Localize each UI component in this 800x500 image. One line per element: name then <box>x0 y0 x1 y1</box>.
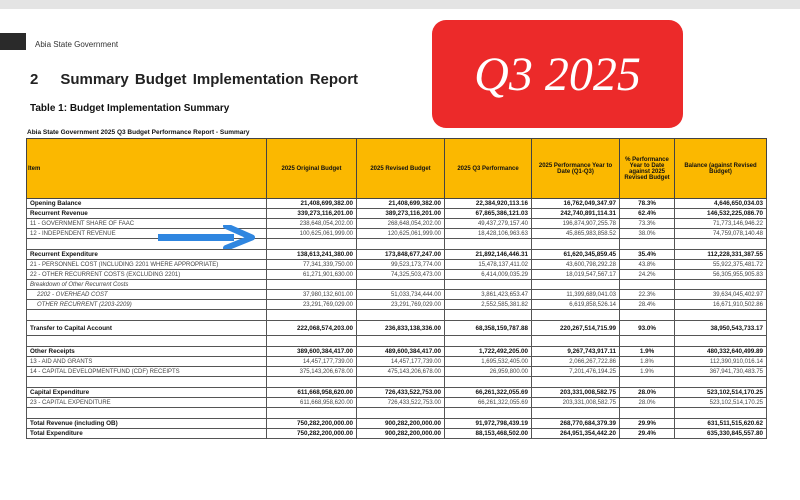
table-row <box>27 388 767 398</box>
table-row <box>27 199 767 209</box>
cell-value: 91,972,798,439.19 <box>445 419 532 429</box>
cell-value <box>445 336 532 347</box>
cell-value: 635,330,845,557.80 <box>675 429 767 439</box>
cell-value: 611,668,958,620.00 <box>267 388 357 398</box>
cell-value: 1,722,492,205.00 <box>445 347 532 357</box>
cell-value: 18,428,106,963.63 <box>445 229 532 239</box>
cell-value <box>620 239 675 250</box>
cell-value <box>445 408 532 419</box>
cell-value: 16,671,910,502.86 <box>675 300 767 310</box>
cell-value <box>675 310 767 321</box>
cell-value: 900,282,200,000.00 <box>357 429 445 439</box>
cell-value: 389,273,116,201.00 <box>357 209 445 219</box>
cell-value <box>620 336 675 347</box>
cell-value: 242,740,891,114.31 <box>532 209 620 219</box>
section-heading <box>30 71 358 88</box>
cell-value: 480,332,640,499.89 <box>675 347 767 357</box>
cell-value: 21,408,699,382.00 <box>357 199 445 209</box>
cell-value: 28.0% <box>620 398 675 408</box>
table-row <box>27 347 767 357</box>
cell-value: 1,695,532,405.00 <box>445 357 532 367</box>
cell-value <box>357 239 445 250</box>
cell-value <box>532 377 620 388</box>
cell-value <box>267 280 357 290</box>
cell-value: 35.4% <box>620 250 675 260</box>
cell-value: 203,331,008,582.75 <box>532 388 620 398</box>
cell-value: 523,102,514,170.25 <box>675 398 767 408</box>
cell-value: 339,273,116,201.00 <box>267 209 357 219</box>
cell-value <box>620 408 675 419</box>
table-row <box>27 367 767 377</box>
cell-value: 138,613,241,380.00 <box>267 250 357 260</box>
cell-value: 112,228,331,387.55 <box>675 250 767 260</box>
cell-value: 900,282,200,000.00 <box>357 419 445 429</box>
cell-value: 489,600,384,417.00 <box>357 347 445 357</box>
cell-value: 22.3% <box>620 290 675 300</box>
row-label: Recurrent Expenditure <box>27 250 267 260</box>
cell-value: 14,457,177,739.00 <box>357 357 445 367</box>
col-header-q3: 2025 Q3 Performance <box>445 139 532 199</box>
row-label: Breakdown of Other Recurrent Costs <box>27 280 267 290</box>
cell-value: 23,291,769,029.00 <box>267 300 357 310</box>
cell-value: 6,619,858,526.14 <box>532 300 620 310</box>
cell-value: 28.4% <box>620 300 675 310</box>
cell-value: 9,267,743,917.11 <box>532 347 620 357</box>
header-block <box>0 33 26 50</box>
row-label: Other Receipts <box>27 347 267 357</box>
cell-value <box>532 408 620 419</box>
cell-value <box>267 408 357 419</box>
cell-value: 146,532,225,086.70 <box>675 209 767 219</box>
cell-value: 100,625,061,999.00 <box>267 229 357 239</box>
cell-value: 203,331,008,582.75 <box>532 398 620 408</box>
cell-value: 37,980,132,601.00 <box>267 290 357 300</box>
row-label <box>27 336 267 347</box>
cell-value: 523,102,514,170.25 <box>675 388 767 398</box>
row-label: OTHER RECURRENT (2203-2209) <box>27 300 267 310</box>
cell-value <box>532 239 620 250</box>
spacer-row <box>27 377 767 388</box>
cell-value: 74,759,078,140.48 <box>675 229 767 239</box>
cell-value <box>267 336 357 347</box>
cell-value: 66,261,322,055.69 <box>445 398 532 408</box>
cell-value: 475,143,206,678.00 <box>357 367 445 377</box>
cell-value: 631,511,515,620.62 <box>675 419 767 429</box>
cell-value: 28.0% <box>620 388 675 398</box>
cell-value <box>620 377 675 388</box>
cell-value <box>267 310 357 321</box>
cell-value: 61,620,345,859.45 <box>532 250 620 260</box>
table-row <box>27 419 767 429</box>
cell-value: 38,950,543,733.17 <box>675 321 767 336</box>
cell-value: 389,600,384,417.00 <box>267 347 357 357</box>
cell-value: 750,282,200,000.00 <box>267 429 357 439</box>
cell-value: 4,646,650,034.03 <box>675 199 767 209</box>
row-label: Total Expenditure <box>27 429 267 439</box>
org-name: Abia State Government <box>35 40 119 49</box>
spacer-row <box>27 239 767 250</box>
cell-value: 45,865,983,858.52 <box>532 229 620 239</box>
cell-value <box>267 239 357 250</box>
cell-value: 62.4% <box>620 209 675 219</box>
table-row <box>27 229 767 239</box>
cell-value: 73.3% <box>620 219 675 229</box>
cell-value: 71,773,146,946.22 <box>675 219 767 229</box>
cell-value <box>445 310 532 321</box>
cell-value: 55,922,375,481.72 <box>675 260 767 270</box>
table-row <box>27 250 767 260</box>
row-label: 21 - PERSONNEL COST (INCLUDING 2201 WHERE APPROPRIATE) <box>27 260 267 270</box>
cell-value: 264,951,354,442.20 <box>532 429 620 439</box>
cell-value: 750,282,200,000.00 <box>267 419 357 429</box>
cell-value: 22,384,920,113.16 <box>445 199 532 209</box>
cell-value <box>675 377 767 388</box>
row-label: Total Revenue (including OB) <box>27 419 267 429</box>
table-row <box>27 290 767 300</box>
cell-value <box>445 239 532 250</box>
cell-value: 375,143,206,678.00 <box>267 367 357 377</box>
cell-value: 29.4% <box>620 429 675 439</box>
quarter-badge: Q3 2025 <box>432 20 683 128</box>
cell-value: 236,833,138,336.00 <box>357 321 445 336</box>
arrow-right-icon <box>158 225 258 249</box>
table-row <box>27 300 767 310</box>
row-label <box>27 310 267 321</box>
row-label: Opening Balance <box>27 199 267 209</box>
cell-value: 77,341,339,750.00 <box>267 260 357 270</box>
cell-value: 93.0% <box>620 321 675 336</box>
cell-value: 74,325,503,473.00 <box>357 270 445 280</box>
cell-value: 7,201,476,194.25 <box>532 367 620 377</box>
cell-value: 726,433,522,753.00 <box>357 398 445 408</box>
cell-value: 23,291,769,029.00 <box>357 300 445 310</box>
cell-value <box>675 336 767 347</box>
col-header-balance: Balance (against Revised Budget) <box>675 139 767 199</box>
section-title: Summary Budget Implementation Report <box>60 71 359 88</box>
cell-value <box>620 310 675 321</box>
cell-value <box>357 408 445 419</box>
col-header-ytd: 2025 Performance Year to Date (Q1-Q3) <box>532 139 620 199</box>
table-row <box>27 398 767 408</box>
col-header-item: Item <box>27 139 267 199</box>
cell-value: 78.3% <box>620 199 675 209</box>
cell-value: 112,390,910,016.14 <box>675 357 767 367</box>
cell-value: 120,625,061,999.00 <box>357 229 445 239</box>
cell-value: 21,408,699,382.00 <box>267 199 357 209</box>
cell-value: 196,874,907,255.78 <box>532 219 620 229</box>
cell-value <box>357 310 445 321</box>
cell-value: 222,068,574,203.00 <box>267 321 357 336</box>
table-row <box>27 219 767 229</box>
cell-value: 88,153,468,502.00 <box>445 429 532 439</box>
cell-value: 29.9% <box>620 419 675 429</box>
spacer-row <box>27 336 767 347</box>
table-header-row <box>27 139 767 199</box>
cell-value: 56,305,955,905.83 <box>675 270 767 280</box>
cell-value: 11,399,689,041.03 <box>532 290 620 300</box>
cell-value: 14,457,177,739.00 <box>267 357 357 367</box>
cell-value: 1.9% <box>620 367 675 377</box>
cell-value: 26,959,800.00 <box>445 367 532 377</box>
cell-value <box>357 280 445 290</box>
row-label: 22 - OTHER RECURRENT COSTS (EXCLUDING 2201) <box>27 270 267 280</box>
row-label <box>27 377 267 388</box>
cell-value <box>620 280 675 290</box>
cell-value: 24.2% <box>620 270 675 280</box>
cell-value <box>675 239 767 250</box>
cell-value <box>675 408 767 419</box>
cell-value: 49,437,279,157.40 <box>445 219 532 229</box>
table-row <box>27 357 767 367</box>
cell-value: 268,770,684,379.39 <box>532 419 620 429</box>
cell-value: 1.8% <box>620 357 675 367</box>
spacer-row <box>27 408 767 419</box>
table-caption: Table 1: Budget Implementation Summary <box>30 103 230 114</box>
budget-table <box>26 138 767 439</box>
cell-value: 38.0% <box>620 229 675 239</box>
row-label: 12 - INDEPENDENT REVENUE <box>27 229 267 239</box>
cell-value <box>675 280 767 290</box>
row-label <box>27 408 267 419</box>
cell-value <box>357 377 445 388</box>
cell-value <box>532 336 620 347</box>
cell-value: 6,414,009,035.29 <box>445 270 532 280</box>
table-row <box>27 321 767 336</box>
row-label: 23 - CAPITAL EXPENDITURE <box>27 398 267 408</box>
cell-value: 367,941,730,483.75 <box>675 367 767 377</box>
table-row <box>27 429 767 439</box>
col-header-percent: % Performance Year to Date against 2025 Revised Budget <box>620 139 675 199</box>
cell-value <box>357 336 445 347</box>
cell-value: 611,668,958,620.00 <box>267 398 357 408</box>
cell-value: 61,271,901,630.00 <box>267 270 357 280</box>
cell-value: 39,634,045,402.97 <box>675 290 767 300</box>
row-label: 11 - GOVERNMENT SHARE OF FAAC <box>27 219 267 229</box>
cell-value: 67,865,386,121.03 <box>445 209 532 219</box>
cell-value <box>532 310 620 321</box>
cell-value: 268,648,054,202.00 <box>357 219 445 229</box>
table-row <box>27 260 767 270</box>
table-row <box>27 270 767 280</box>
cell-value: 99,523,173,774.00 <box>357 260 445 270</box>
cell-value: 173,848,677,247.00 <box>357 250 445 260</box>
row-label: 13 - AID AND GRANTS <box>27 357 267 367</box>
row-label: 2202 - OVERHEAD COST <box>27 290 267 300</box>
section-number: 2 <box>30 71 39 88</box>
spacer-row <box>27 310 767 321</box>
row-label: Recurrent Revenue <box>27 209 267 219</box>
cell-value: 18,019,547,567.17 <box>532 270 620 280</box>
cell-value: 726,433,522,753.00 <box>357 388 445 398</box>
cell-value: 238,648,054,202.00 <box>267 219 357 229</box>
row-label: Transfer to Capital Account <box>27 321 267 336</box>
row-label: 14 - CAPITAL DEVELOPMENTFUND (CDF) RECEIPTS <box>27 367 267 377</box>
cell-value: 2,066,267,722.86 <box>532 357 620 367</box>
cell-value: 2,552,585,381.82 <box>445 300 532 310</box>
cell-value: 43,600,798,292.28 <box>532 260 620 270</box>
cell-value <box>445 280 532 290</box>
cell-value: 66,261,322,055.69 <box>445 388 532 398</box>
cell-value <box>445 377 532 388</box>
row-label: Capital Expenditure <box>27 388 267 398</box>
cell-value <box>532 280 620 290</box>
table-row <box>27 280 767 290</box>
cell-value: 21,892,146,446.31 <box>445 250 532 260</box>
table-row <box>27 209 767 219</box>
cell-value: 15,478,137,411.02 <box>445 260 532 270</box>
col-header-revised: 2025 Revised Budget <box>357 139 445 199</box>
cell-value: 68,358,159,787.88 <box>445 321 532 336</box>
top-bar <box>0 0 800 9</box>
cell-value: 220,267,514,715.99 <box>532 321 620 336</box>
cell-value: 43.8% <box>620 260 675 270</box>
cell-value: 51,033,734,444.00 <box>357 290 445 300</box>
cell-value: 1.9% <box>620 347 675 357</box>
col-header-original: 2025 Original Budget <box>267 139 357 199</box>
cell-value: 3,861,423,653.47 <box>445 290 532 300</box>
cell-value: 16,762,049,347.97 <box>532 199 620 209</box>
report-title: Abia State Government 2025 Q3 Budget Performance Report - Summary <box>27 129 250 136</box>
cell-value <box>267 377 357 388</box>
